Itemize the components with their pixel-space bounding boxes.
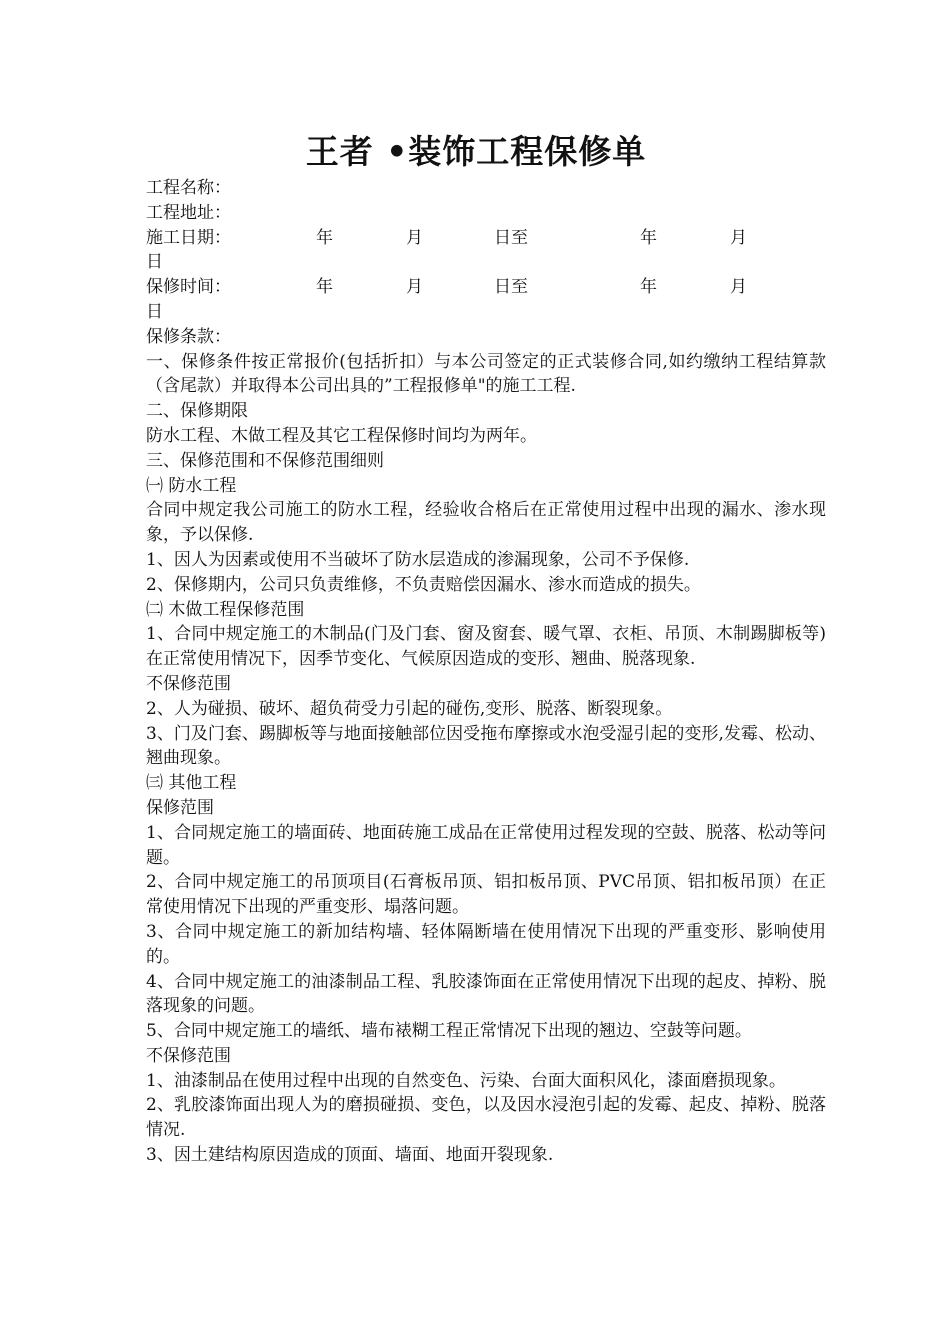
other-no-warranty-item-1: 1、油漆制品在使用过程中出现的自然变色、污染、台面大面积风化，漆面磨损现象。 [146, 1070, 786, 1091]
construction-date-year2: 年 [640, 227, 657, 248]
other-warranty-heading: 保修范围 [146, 797, 214, 818]
warranty-time-month1: 月 [406, 277, 423, 298]
clause-2-heading: 二、保修期限 [146, 401, 248, 422]
construction-date-month1: 月 [406, 227, 423, 248]
terms-heading: 保修条款： [146, 326, 231, 347]
warranty-time-year1: 年 [316, 277, 333, 298]
warranty-time-row [146, 275, 826, 300]
project-address-field: 工程地址： [146, 202, 231, 223]
clause-1: 一、保修条件按正常报价(包括折扣）与本公司签定的正式装修合同,如约缴纳工程结算款（含尾款）并取得本公司出具的”工程报修单"的施工工程. [146, 351, 826, 397]
waterproof-heading: ㈠ 防水工程 [146, 475, 237, 496]
warranty-time-day-to: 日至 [494, 277, 528, 298]
other-item-1: 1、合同规定施工的墙面砖、地面砖施工成品在正常使用过程发现的空鼓、脱落、松动等问题。 [146, 822, 826, 868]
construction-date-month2: 月 [730, 227, 747, 248]
construction-date-year1: 年 [316, 227, 333, 248]
waterproof-intro: 合同中规定我公司施工的防水工程，经验收合格后在正常使用过程中出现的漏水、渗水现象，予以保修. [146, 500, 826, 546]
waterproof-item-2: 2、保修期内，公司只负责维修，不负责赔偿因漏水、渗水而造成的损失。 [146, 574, 701, 595]
other-heading: ㈢ 其他工程 [146, 773, 237, 794]
other-item-4: 4、合同中规定施工的油漆制品工程、乳胶漆饰面在正常使用情况下出现的起皮、掉粉、脱落现象的问题。 [146, 971, 826, 1017]
document-page [146, 128, 826, 1168]
other-item-2: 2、合同中规定施工的吊顶项目(石膏板吊顶、铝扣板吊顶、PVC吊顶、铝扣板吊顶）在正常使用情况下出现的严重变形、塌落问题。 [146, 872, 826, 918]
woodwork-item-2: 2、人为碰损、破坏、超负荷受力引起的碰伤,变形、脱落、断裂现象。 [146, 698, 673, 719]
clause-3-heading: 三、保修范围和不保修范围细则 [146, 450, 384, 471]
document-title: 王者 •装饰工程保修单 [305, 132, 647, 171]
woodwork-item-1: 1、合同中规定施工的木制品(门及门套、窗及窗套、暖气罩、衣柜、吊顶、木制踢脚板等)在正常使用情况下，因季节变化、气候原因造成的变形、翘曲、脱落现象. [146, 624, 826, 670]
other-no-warranty-item-2: 2、乳胶漆饰面出现人为的磨损碰损、变色，以及因水浸泡引起的发霉、起皮、掉粉、脱落情况. [146, 1095, 826, 1141]
warranty-time-day2: 日 [146, 301, 163, 322]
warranty-time-year2: 年 [640, 277, 657, 298]
woodwork-item-3: 3、门及门套、踢脚板等与地面接触部位因受拖布摩擦或水泡受湿引起的变形,发霉、松动、翘曲现象。 [146, 723, 826, 769]
other-no-warranty-heading: 不保修范围 [146, 1045, 231, 1066]
woodwork-heading: ㈡ 木做工程保修范围 [146, 599, 305, 620]
warranty-time-label: 保修时间： [146, 277, 231, 298]
other-no-warranty-item-3: 3、因土建结构原因造成的顶面、墙面、地面开裂现象. [146, 1145, 554, 1166]
project-name-field: 工程名称： [146, 178, 231, 198]
document-body [146, 176, 826, 1168]
woodwork-no-warranty-heading: 不保修范围 [146, 673, 231, 694]
construction-date-label: 施工日期： [146, 227, 231, 248]
waterproof-item-1: 1、因人为因素或使用不当破坏了防水层造成的渗漏现象，公司不予保修. [146, 549, 690, 570]
construction-date-day2: 日 [146, 252, 163, 273]
other-item-5: 5、合同中规定施工的墙纸、墙布裱糊工程正常情况下出现的翘边、空鼓等问题。 [146, 1021, 752, 1042]
construction-date-day-to: 日至 [494, 227, 528, 248]
construction-date-row [146, 226, 826, 251]
clause-2-text: 防水工程、木做工程及其它工程保修时间均为两年。 [146, 425, 537, 446]
other-item-3: 3、合同中规定施工的新加结构墙、轻体隔断墙在使用情况下出现的严重变形、影响使用的。 [146, 921, 826, 967]
warranty-time-month2: 月 [730, 277, 747, 298]
